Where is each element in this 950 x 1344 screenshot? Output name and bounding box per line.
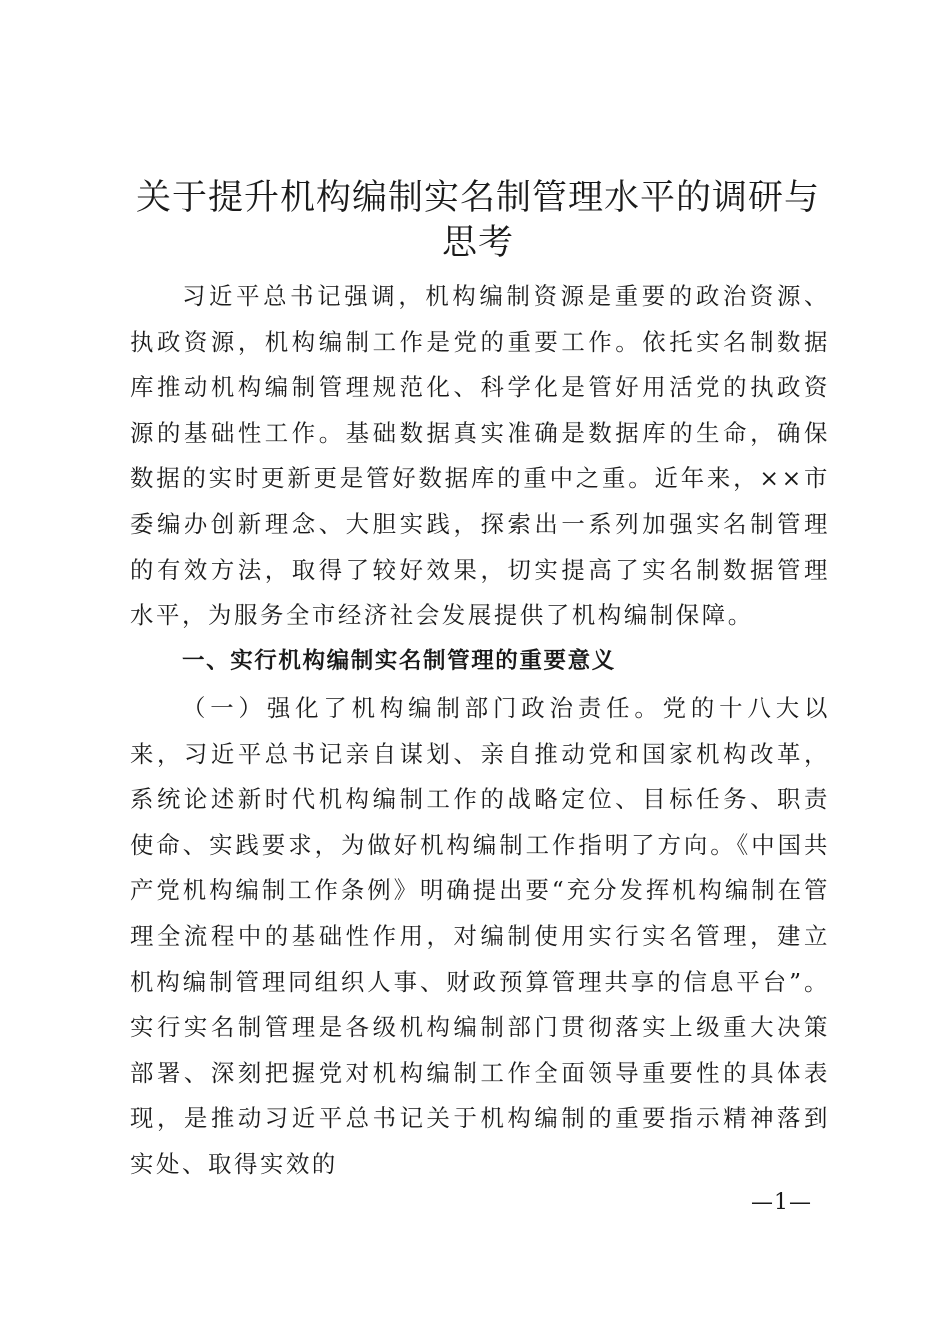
subsection-lead: （一）强化了机构编制部门政治责任。 <box>182 694 663 722</box>
intro-paragraph: 习近平总书记强调，机构编制资源是重要的政治资源、执政资源，机构编制工作是党的重要工作。依托实名制数据库推动机构编制管理规范化、科学化是管好用活党的执政资源的基础性工作。基础数据真实准确是数据库的生命，确保数据的实时更新更是管好数据库的重中之重。近年来，××市委编办创新理念、大胆实践，探索出一系列加强实名制管理的有效方法，取得了较好效果，切实提高了实名制数据管理水平，为服务全市经济社会发展提供了机构编制保障。 <box>130 282 830 630</box>
page-number: —1— <box>751 1190 812 1215</box>
document-title: 关于提升机构编制实名制管理水平的调研与思考 <box>135 178 820 263</box>
section-heading: 一、实行机构编制实名制管理的重要意义 <box>182 648 616 674</box>
subsection-paragraph <box>130 686 830 1188</box>
subsection-body: 党的十八大以来，习近平总书记亲自谋划、亲自推动党和国家机构改革，系统论述新时代机构编制工作的战略定位、目标任务、职责使命、实践要求，为做好机构编制工作指明了方向。《中国共产党机构编制工作条例》明确提出要“充分发挥机构编制在管理全流程中的基础性作用，对编制使用实行实名管理，建立机构编制管理同组织人事、财政预算管理共享的信息平台”。实行实名制管理是各级机构编制部门贯彻落实上级重大决策部署、深刻把握党对机构编制工作全面领导重要性的具体表现，是推动习近平总书记关于机构编制的重要指示精神落到实处、取得实效的 <box>130 694 830 1178</box>
